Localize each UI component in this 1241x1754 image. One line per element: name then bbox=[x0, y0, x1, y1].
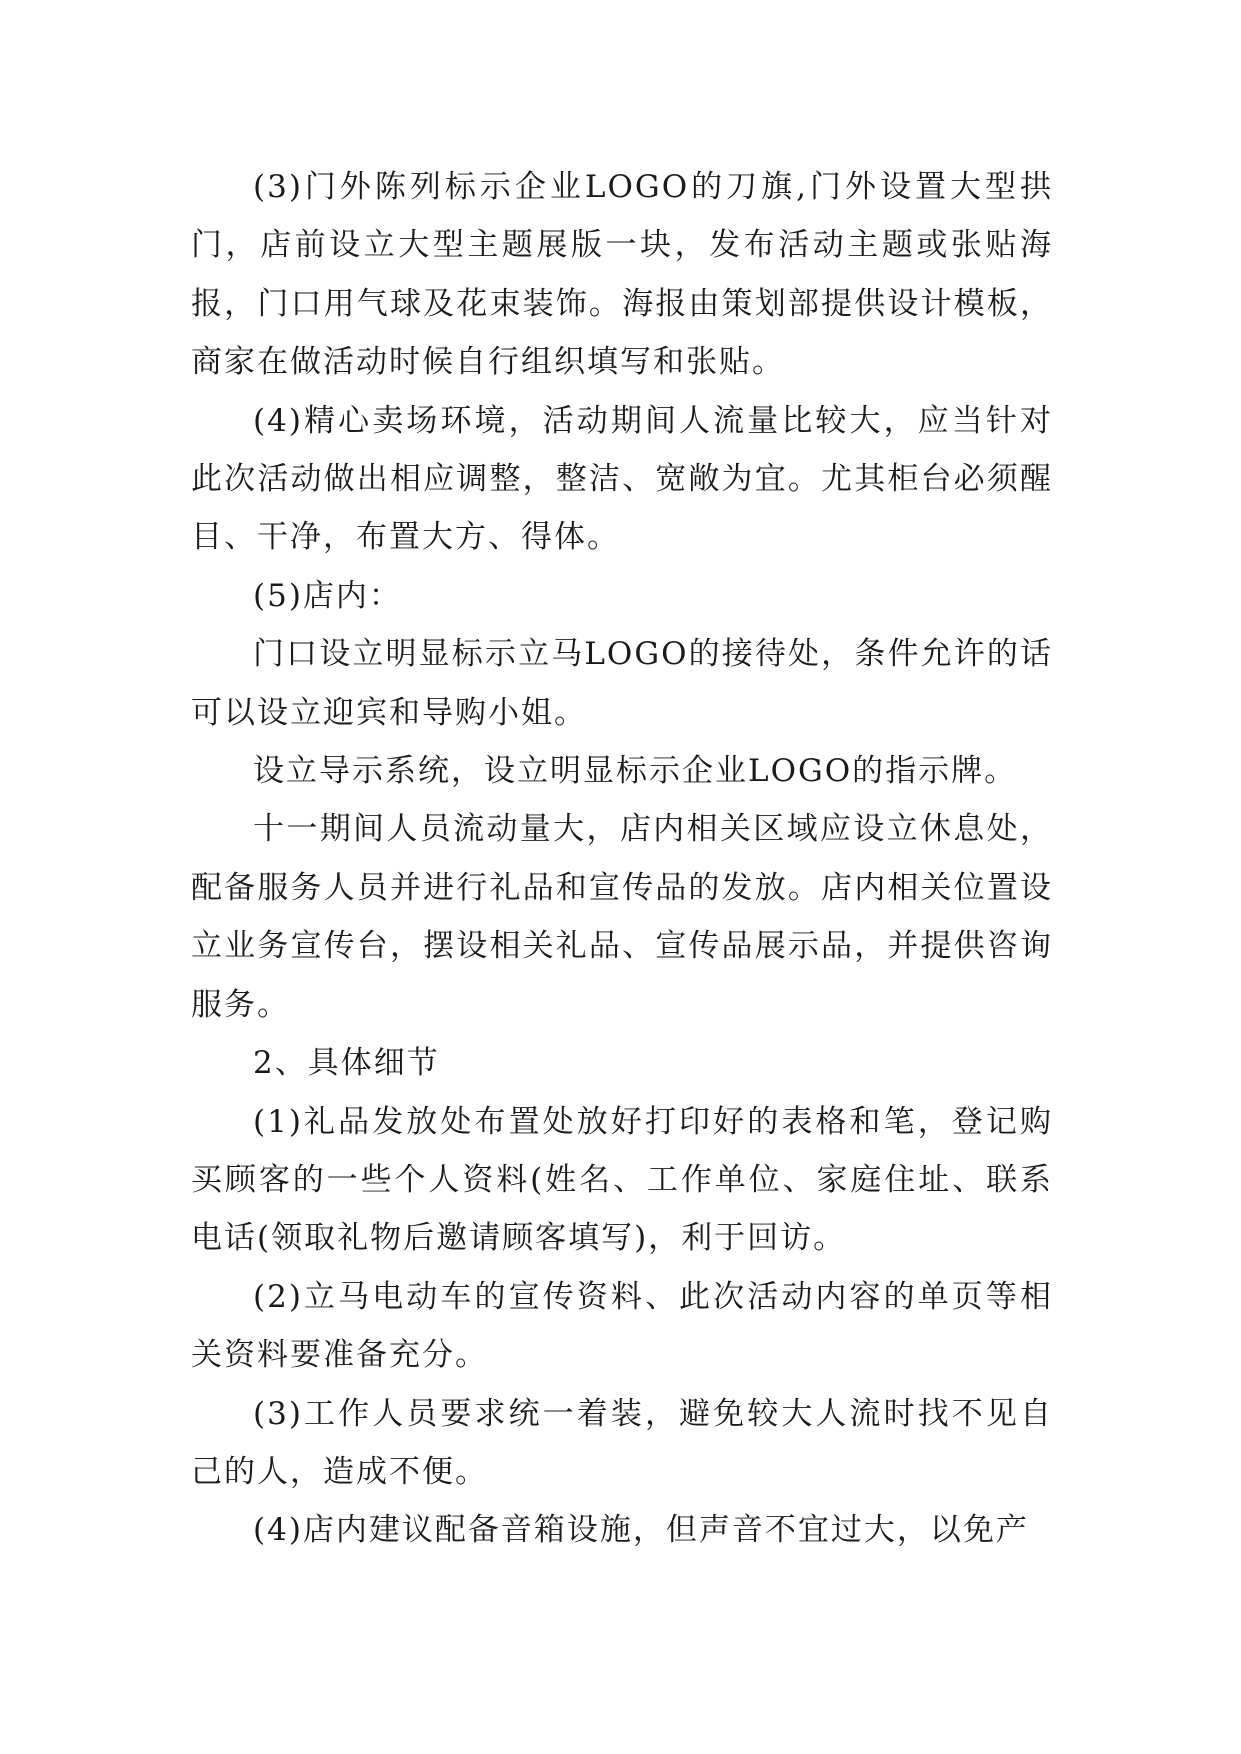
paragraph-reception: 门口设立明显标示立马LOGO的接待处，条件允许的话可以设立迎宾和导购小姐。 bbox=[191, 636, 1053, 731]
paragraph-store-environment: (4)精心卖场环境，活动期间人流量比较大，应当针对此次活动做出相应调整，整洁、宽敞为宜。尤其柜台必须醒目、干净，布置大方、得体。 bbox=[191, 402, 1053, 556]
paragraph-signage: 设立导示系统，设立明显标示企业LOGO的指示牌。 bbox=[253, 753, 1018, 790]
section-heading-details: 2、具体细节 bbox=[253, 1045, 440, 1082]
paragraph-rest-area: 十一期间人员流动量大，店内相关区域应设立休息处，配备服务人员并进行礼品和宣传品的发放。店内相关位置设立业务宣传台，摆设相关礼品、宣传品展示品，并提供咨询服务。 bbox=[191, 811, 1053, 1023]
paragraph-outdoor-decoration: (3)门外陈列标示企业LOGO的刀旗,门外设置大型拱门，店前设立大型主题展版一块，发布活动主题或张贴海报，门口用气球及花束装饰。海报由策划部提供设计模板，商家在做活动时候自行组织填写和张贴。 bbox=[191, 169, 1053, 381]
paragraph-staff-uniform: (3)工作人员要求统一着装，避免较大人流时找不见自己的人，造成不便。 bbox=[191, 1395, 1053, 1490]
document-body bbox=[191, 158, 1053, 1560]
paragraph-promo-materials: (2)立马电动车的宣传资料、此次活动内容的单页等相关资料要准备充分。 bbox=[191, 1278, 1053, 1374]
paragraph-audio-equipment: (4)店内建议配备音箱设施，但声音不宜过大，以免产 bbox=[253, 1512, 1029, 1549]
paragraph-gift-registration: (1)礼品发放处布置处放好打印好的表格和笔，登记购买顾客的一些个人资料(姓名、工作单位、家庭住址、联系电话(领取礼物后邀请顾客填写)，利于回访。 bbox=[191, 1103, 1053, 1257]
paragraph-in-store-heading: (5)店内： bbox=[253, 577, 402, 614]
